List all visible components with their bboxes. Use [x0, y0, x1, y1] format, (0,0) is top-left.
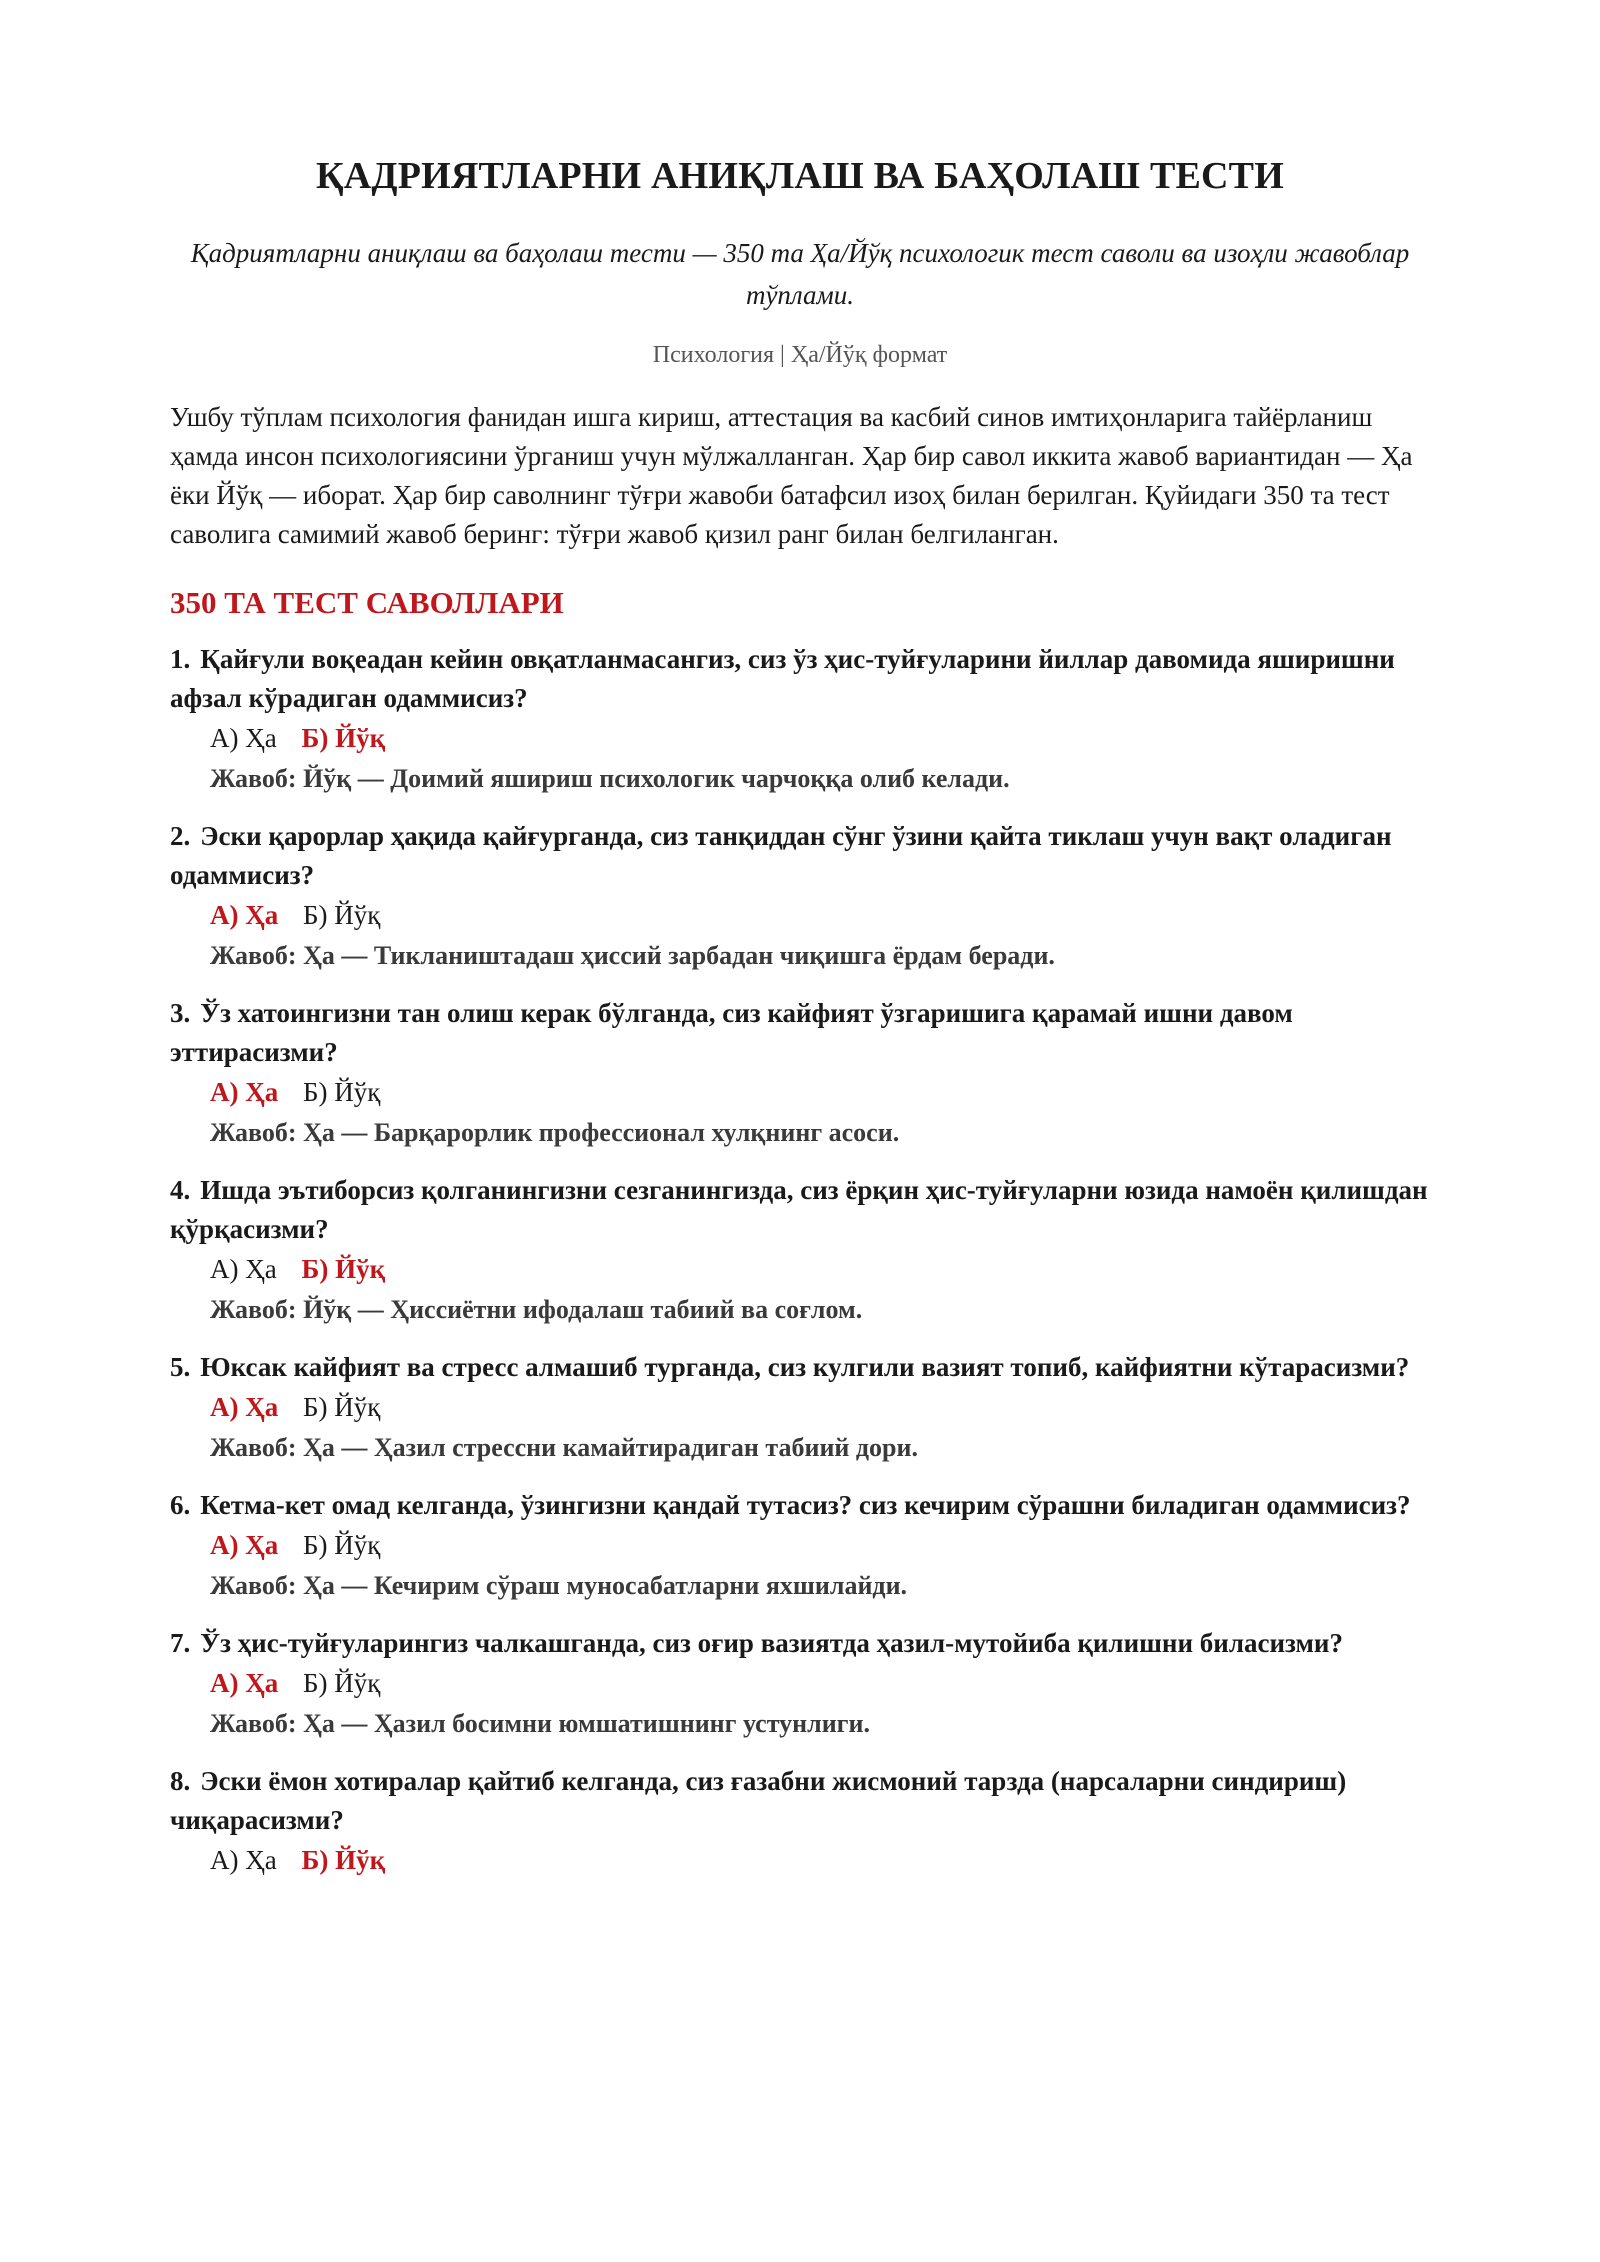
question-text	[170, 994, 1430, 1072]
option-a[interactable]: А) Ҳа	[210, 1077, 279, 1107]
question-text	[170, 1624, 1430, 1663]
question-body: Қайғули воқеадан кейин овқатланмасангиз, сиз ўз ҳис-туйғуларини йиллар давомида яширишни афзал кўрадиган одаммисиз?	[170, 644, 1395, 713]
intro-paragraph: Ушбу тўплам психология фанидан ишга кириш, аттестация ва касбий синов имтиҳонларига тайёрланиш ҳамда инсон психологиясини ўрганиш учун мўлжалланган. Ҳар бир савол иккита жавоб вариантидан — Ҳа ёки Йўқ — иборат. Ҳар бир саволнинг тўғри жавоби батафсил изоҳ билан берилган. Қуйидаги 350 та тест саволига самимий жавоб беринг: тўғри жавоб қизил ранг билан белгиланган.	[170, 402, 1413, 549]
question-item	[170, 1762, 1430, 1880]
question-text	[170, 1348, 1430, 1387]
question-item	[170, 1486, 1430, 1607]
option-b[interactable]: Б) Йўқ	[301, 723, 386, 753]
question-item	[170, 1624, 1430, 1745]
question-body: Кетма-кет омад келганда, ўзингизни қандай тутасиз? сиз кечирим сўрашни биладиган одаммисиз?	[200, 1490, 1411, 1520]
question-text	[170, 640, 1430, 718]
document-page	[170, 0, 1430, 1897]
question-body: Эски ёмон хотиралар қайтиб келганда, сиз ғазабни жисмоний тарзда (нарсаларни синдириш) чиқарасизми?	[170, 1766, 1347, 1835]
answer-explanation: Жавоб: Йўқ — Ҳиссиётни ифодалаш табиий ва соғлом.	[210, 1295, 863, 1324]
question-text	[170, 1486, 1430, 1525]
page-subtitle: Қадриятларни аниқлаш ва баҳолаш тести — 350 та Ҳа/Йўқ психологик тест саволи ва изоҳли жавоблар тўплами.	[190, 238, 1410, 310]
answer-options	[210, 895, 1430, 935]
answer-explanation: Жавоб: Ҳа — Тиклаништадаш ҳиссий зарбадан чиқишга ёрдам беради.	[210, 941, 1055, 970]
option-a[interactable]: А) Ҳа	[210, 1254, 277, 1284]
question-item	[170, 994, 1430, 1154]
answer-options	[210, 1525, 1430, 1565]
option-b[interactable]: Б) Йўқ	[303, 1530, 381, 1560]
question-number: 4.	[170, 1175, 191, 1205]
question-number: 7.	[170, 1628, 191, 1658]
category-label: Психология | Ҳа/Йўқ формат	[652, 342, 948, 368]
question-number: 5.	[170, 1352, 191, 1382]
page-title: ҚАДРИЯТЛАРНИ АНИҚЛАШ ВА БАҲОЛАШ ТЕСТИ	[316, 155, 1284, 197]
option-a[interactable]: А) Ҳа	[210, 723, 277, 753]
option-b[interactable]: Б) Йўқ	[303, 1668, 381, 1698]
question-number: 1.	[170, 644, 191, 674]
question-item	[170, 817, 1430, 977]
section-title: 350 ТА ТЕСТ САВОЛЛАРИ	[170, 585, 564, 620]
answer-options	[210, 1249, 1430, 1289]
answer-options	[210, 1072, 1430, 1112]
option-a[interactable]: А) Ҳа	[210, 1530, 279, 1560]
answer-options	[210, 1663, 1430, 1703]
question-number: 6.	[170, 1490, 191, 1520]
question-body: Ишда эътиборсиз қолганингизни сезганингизда, сиз ёрқин ҳис-туйғуларни юзида намоён қилишдан қўрқасизми?	[170, 1175, 1428, 1244]
answer-explanation: Жавоб: Йўқ — Доимий яшириш психологик чарчоққа олиб келади.	[210, 764, 1010, 793]
option-b[interactable]: Б) Йўқ	[303, 1077, 381, 1107]
question-number: 3.	[170, 998, 191, 1028]
option-a[interactable]: А) Ҳа	[210, 900, 279, 930]
answer-explanation: Жавоб: Ҳа — Ҳазил стрессни камайтирадиган табиий дори.	[210, 1433, 918, 1462]
question-text	[170, 1171, 1430, 1249]
question-body: Ўз хатоингизни тан олиш керак бўлганда, сиз кайфият ўзгаришига қарамай ишни давом эттирасизми?	[170, 998, 1293, 1067]
question-body: Эски қарорлар ҳақида қайғурганда, сиз танқиддан сўнг ўзини қайта тиклаш учун вақт оладиган одаммисиз?	[170, 821, 1392, 890]
option-a[interactable]: А) Ҳа	[210, 1845, 277, 1875]
option-b[interactable]: Б) Йўқ	[301, 1254, 386, 1284]
option-a[interactable]: А) Ҳа	[210, 1668, 279, 1698]
answer-explanation: Жавоб: Ҳа — Ҳазил босимни юмшатишнинг устунлиги.	[210, 1709, 870, 1738]
question-item	[170, 640, 1430, 800]
answer-options	[210, 1840, 1430, 1880]
answer-explanation: Жавоб: Ҳа — Барқарорлик профессионал хулқнинг асоси.	[210, 1118, 900, 1147]
answer-explanation: Жавоб: Ҳа — Кечирим сўраш муносабатларни яхшилайди.	[210, 1571, 908, 1600]
option-b[interactable]: Б) Йўқ	[301, 1845, 386, 1875]
question-item	[170, 1348, 1430, 1469]
question-number: 8.	[170, 1766, 191, 1796]
option-b[interactable]: Б) Йўқ	[303, 1392, 381, 1422]
question-text	[170, 1762, 1430, 1840]
answer-options	[210, 1387, 1430, 1427]
option-a[interactable]: А) Ҳа	[210, 1392, 279, 1422]
question-text	[170, 817, 1430, 895]
question-body: Ўз ҳис-туйғуларингиз чалкашганда, сиз оғир вазиятда ҳазил-мутойиба қилишни биласизми?	[200, 1628, 1343, 1658]
option-b[interactable]: Б) Йўқ	[303, 900, 381, 930]
question-list	[170, 640, 1430, 1880]
question-body: Юксак кайфият ва стресс алмашиб турганда, сиз кулгили вазият топиб, кайфиятни кўтарасизми?	[200, 1352, 1410, 1382]
question-item	[170, 1171, 1430, 1331]
question-number: 2.	[170, 821, 191, 851]
answer-options	[210, 718, 1430, 758]
